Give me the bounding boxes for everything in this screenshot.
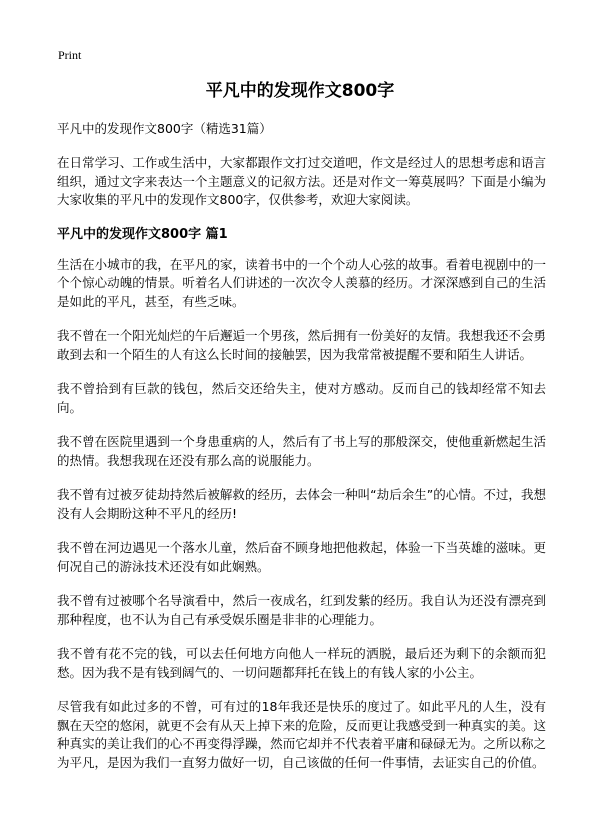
page-title: 平凡中的发现作文800字 [205,81,395,101]
article-body [57,120,546,788]
section-heading: 平凡中的发现作文800字 篇1 [57,226,228,242]
body-paragraph: 我不曾在医院里遇到一个身患重病的人，然后有了书上写的那般深交，使他重新燃起生活的热情。我想我现在还没有那么高的说服能力。 [57,434,546,468]
print-label: Print [58,48,82,62]
body-paragraph: 我不曾在河边遇见一个落水儿童，然后奋不顾身地把他救起，体验一下当英雄的滋味。更何况自己的游泳技术还没有如此娴熟。 [57,540,546,574]
body-paragraph: 我不曾在一个阳光灿烂的午后邂逅一个男孩，然后拥有一份美好的友情。我想我还不会勇敢到去和一个陌生的人有这么长时间的接触罢，因为我常常被提醒不要和陌生人讲话。 [57,328,546,362]
body-paragraph: 生活在小城市的我，在平凡的家，读着书中的一个个动人心弦的故事。看着电视剧中的一个个惊心动魄的情景。听着名人们讲述的一次次令人羡慕的经历。才深深感到自己的生活是如此的平凡，甚至，有些乏味。 [57,256,546,309]
intro-paragraph: 在日常学习、工作或生活中，大家都跟作文打过交道吧，作文是经过人的思想考虑和语言组织，通过文字来表达一个主题意义的记叙方法。还是对作文一筹莫展吗？下面是小编为大家收集的平凡中的发现作文800字，仅供参考，欢迎大家阅读。 [57,155,546,207]
body-paragraph: 我不曾有花不完的钱，可以去任何地方向他人一样玩的洒脱，最后还为剩下的余额而犯愁。因为我不是有钱到阔气的、一切问题都拜托在钱上的有钱人家的小公主。 [57,646,546,680]
body-paragraph: 我不曾有过被哪个名导演看中，然后一夜成名，红到发紫的经历。我自认为还没有漂亮到那种程度，也不认为自己有承受娱乐圈是非非的心理能力。 [57,593,546,627]
body-paragraph: 我不曾拾到有巨款的钱包，然后交还给失主，使对方感动。反而自己的钱却经常不知去向。 [57,381,546,415]
article-subtitle: 平凡中的发现作文800字（精选31篇） [57,121,272,136]
body-paragraph: 尽管我有如此过多的不曾，可有过的18年我还是快乐的度过了。如此平凡的人生，没有飘在天空的悠闲，就更不会有从天上掉下来的危险，反而更让我感受到一种真实的美。这种真实的美让我们的心不再变得浮躁，然而它却并不代表着平庸和碌碌无为。之所以称之为平凡，是因为我们一直努力做好一切，自己该做的任何一件事情，去证实自己的价值。 [57,699,546,770]
body-paragraph: 我不曾有过被歹徒劫持然后被解救的经历，去体会一种叫“劫后余生”的心情。不过，我想没有人会期盼这种不平凡的经历! [57,487,546,521]
